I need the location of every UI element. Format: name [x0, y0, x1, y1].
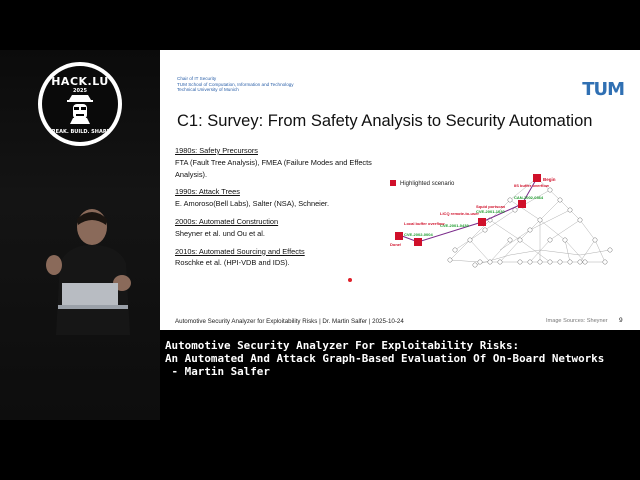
- node-label-local: Local buffer overflow: [404, 221, 445, 226]
- era-heading: 2010s: Automated Sourcing and Effects: [175, 246, 305, 256]
- slide-number: 9: [619, 317, 623, 324]
- node-cve-iis: CAN-2002-0364: [514, 195, 544, 200]
- hacklu-logo: [38, 62, 122, 146]
- slide-footer: Automotive Security Analyzer for Exploitability Risks | Dr. Martin Salfer | 2025-10-24: [175, 318, 404, 325]
- logo-title: HACK.LU: [51, 75, 109, 88]
- era-heading: 2000s: Automated Construction: [175, 216, 279, 226]
- era-body: Roschke et al. (HPI-VDB and IDS).: [175, 258, 290, 268]
- caption-line: - Martin Salfer: [165, 365, 270, 378]
- chair-line: Technical University of Munich: [177, 87, 239, 93]
- era-item: [175, 246, 385, 270]
- talk-caption: [165, 339, 640, 378]
- logo-slogan: BREAK. BUILD. SHARE.: [48, 129, 112, 135]
- chair-affiliation: [177, 76, 294, 93]
- caption-line: Automotive Security Analyzer For Exploitability Risks:: [165, 339, 520, 352]
- survey-list: [175, 145, 385, 269]
- laser-pointer-dot: [348, 278, 352, 282]
- era-item: [175, 145, 385, 180]
- slide-title: C1: Survey: From Safety Analysis to Security Automation: [177, 112, 593, 130]
- node-label-licq: LICQ remote-to-user: [440, 211, 479, 216]
- speaker-figure: [40, 205, 150, 335]
- tum-logo: TUM: [582, 79, 624, 100]
- chair-line: TUM School of Computation, Information and Technology: [177, 81, 294, 87]
- chair-line: Chair of IT Security: [177, 76, 217, 81]
- caption-line: An Automated And Attack Graph-Based Evaluation Of On-Board Networks: [165, 352, 605, 365]
- era-item: [175, 186, 385, 210]
- era-heading: 1980s: Safety Precursors: [175, 146, 258, 155]
- node-cve-squid: CVE-2001-1030: [476, 209, 505, 214]
- era-heading: 1990s: Attack Trees: [175, 187, 240, 197]
- node-label-done: Done!: [390, 242, 402, 247]
- node-label-iis: IIS buffer overflow: [514, 183, 549, 188]
- era-body: Sheyner et al. und Ou et al.: [175, 228, 265, 238]
- era-body: E. Amoroso(Bell Labs), Salter (NSA), Schneier.: [175, 199, 330, 209]
- attack-graph: [390, 170, 620, 275]
- image-sources: Image Sources: Sheyner: [546, 318, 608, 324]
- node-label-squid: Squid portscan: [476, 204, 506, 209]
- logo-year: 2025: [73, 88, 87, 94]
- hacker-face-icon: [66, 94, 94, 124]
- logo-badge: [42, 66, 118, 142]
- legend-label: Highlighted scenario: [400, 181, 455, 187]
- era-body: FTA (Fault Tree Analysis), FMEA (Failure Modes and Effects Analysis).: [175, 157, 372, 179]
- node-cve-local: CVE-2002-0004: [404, 232, 433, 237]
- era-item: [175, 216, 385, 240]
- node-cve-licq: CVE-2001-0439: [440, 223, 469, 228]
- legend-swatch: [390, 180, 396, 186]
- presentation-slide: [160, 50, 640, 330]
- node-label-begin: Begin: [543, 177, 556, 182]
